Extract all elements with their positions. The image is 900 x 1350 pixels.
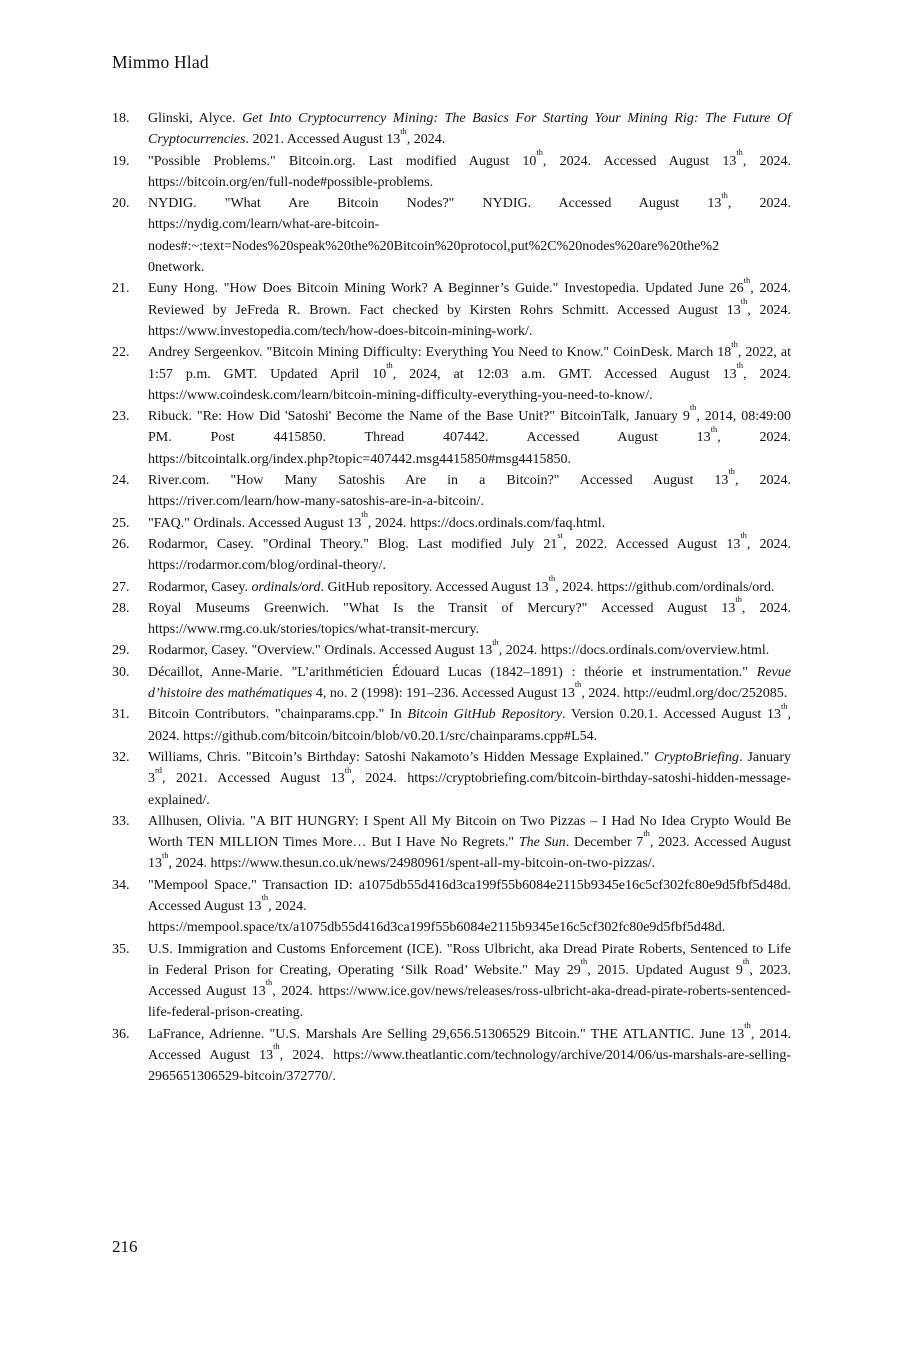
ordinal-superscript: th (361, 509, 368, 519)
ordinal-superscript: st (557, 531, 563, 541)
text-segment: , 2024. Accessed August 13 (542, 153, 737, 169)
ordinal-superscript: th (740, 531, 747, 541)
reference-text (148, 939, 791, 1024)
reference-item (112, 108, 791, 151)
italic-text-segment: CryptoBriefing (654, 749, 740, 765)
text-segment: , 2021. Accessed August 13 (161, 771, 345, 787)
ordinal-superscript: th (643, 829, 650, 839)
text-segment: , 2024. https://www.ice.gov/news/releases/ross-ulbricht-aka-dread-pirate-roberts-sentenced-life-federal-prison-creating. (148, 984, 791, 1021)
text-segment: LaFrance, Adrienne. "U.S. Marshals Are Selling 29,656.51306529 Bitcoin." THE ATLANTIC. June 13 (148, 1026, 745, 1042)
reference-number: 35. (112, 941, 130, 957)
reference-number: 21. (112, 281, 130, 297)
reference-item (112, 939, 791, 1024)
ordinal-superscript: th (548, 573, 556, 583)
text-segment: , 2024. (148, 707, 791, 744)
ordinal-superscript: th (736, 147, 743, 157)
url-text: https://bitcoin.org/en/full-node#possible-problems. (148, 174, 434, 190)
url-text: https://river.com/learn/how-many-satoshis-are-in-a-bitcoin/. (148, 494, 484, 510)
reference-text (148, 275, 791, 342)
reference-item (112, 339, 792, 406)
text-segment: "Mempool Space." Transaction ID: (148, 877, 359, 893)
italic-text-segment: ordinals/ord (251, 579, 321, 595)
reference-number: 30. (112, 664, 130, 680)
text-segment: , 2014. Accessed August 13 (148, 1026, 792, 1064)
italic-text-segment: Bitcoin GitHub Repository (407, 707, 563, 723)
reference-number: 19. (112, 153, 130, 169)
italic-text-segment: Revue d’histoire des mathématiques (148, 664, 791, 702)
reference-item (112, 662, 791, 705)
ordinal-superscript: th (580, 957, 588, 967)
reference-item (112, 701, 791, 747)
text-segment: Rodarmor, Casey. "Overview." Ordinals. Accessed August 13 (148, 643, 493, 659)
text-segment: Accessed August 13 (148, 898, 262, 914)
text-segment: "Possible Problems." Bitcoin.org. Last modified August 10 (148, 153, 537, 169)
text-segment: Bitcoin Contributors. "chainparams.cpp." In (148, 707, 408, 723)
text-segment: , 2024. (717, 430, 792, 446)
text-segment: , 2024. https://cryptobriefing.com/bitcoin-birthday-satoshi-hidden-message-explained/. (148, 771, 792, 808)
reference-text (148, 662, 791, 705)
reference-text (148, 467, 792, 513)
reference-number: 36. (112, 1026, 130, 1042)
url-text: https://mempool.space/tx/a1075db55d416d3ca199f55b6084e2115b9345e16c5cf302fc80e9d5fbf5d48d. (148, 920, 726, 936)
text-segment: , 2024. (743, 366, 792, 382)
text-segment: River.com. "How Many Satoshis Are in a Bitcoin?" Accessed August 13 (148, 473, 729, 489)
reference-text (148, 190, 792, 278)
ordinal-superscript: th (536, 147, 543, 157)
reference-number: 27. (112, 579, 130, 595)
reference-text (148, 747, 791, 811)
reference-number: 32. (112, 749, 130, 765)
text-segment: "FAQ." Ordinals. Accessed August 13 (148, 515, 362, 531)
reference-item (112, 875, 791, 939)
text-segment: Andrey Sergeenkov. "Bitcoin Mining Difficulty: Everything You Need to Know." CoinDesk. March 18 (148, 345, 732, 361)
reference-text (148, 595, 791, 641)
italic-text-segment: The Sun (518, 835, 566, 851)
text-segment: Euny Hong. "How Does Bitcoin Mining Work? A Beginner’s Guide." Investopedia. Updated June 26 (148, 281, 744, 297)
reference-item (112, 403, 792, 470)
reference-item (112, 147, 792, 194)
reference-item (112, 637, 791, 661)
text-segment: , 2024. https://www.thesun.co.uk/news/24980961/spent-all-my-bitcoin-on-two-pizzas/. (168, 856, 656, 872)
url-text: https://docs.ordinals.com/faq.html. (409, 515, 606, 531)
url-text: https://www.coindesk.com/learn/bitcoin-mining-difficulty-everything-you-need-to-know/. (148, 387, 653, 403)
ordinal-superscript: th (740, 296, 748, 306)
url-text: http://eudml.org/doc/252085. (623, 686, 788, 702)
reference-text (148, 1021, 792, 1088)
text-segment: , 2022, at 1:57 p.m. GMT. Updated April 10 (148, 345, 791, 382)
text-segment: , 2024. (555, 579, 598, 595)
text-segment: NYDIG. "What Are Bitcoin Nodes?" NYDIG. Accessed August 13 (148, 196, 722, 212)
reference-text (148, 403, 792, 470)
ordinal-superscript: rd (155, 765, 162, 775)
ordinal-superscript: th (736, 360, 744, 370)
text-segment: , 2024. (741, 600, 791, 616)
reference-item (112, 1021, 792, 1088)
text-segment: , 2024, at 12:03 a.m. GMT. Accessed August 13 (392, 366, 737, 382)
text-segment: , 2024. Reviewed by JeFreda R. Brown. Fact checked by Kirsten Rohrs Schmitt. Accessed August 13 (148, 281, 791, 318)
ordinal-superscript: th (710, 424, 718, 434)
text-segment: Décaillot, Anne-Marie. "L’arithméticien Édouard Lucas (1842–1891) : théorie et instrumentation." (148, 664, 757, 680)
text-segment: Ribuck. "Re: How Did 'Satoshi' Become the Name of the Base Unit?" BitcoinTalk, January 9 (148, 409, 690, 425)
url-text: https://github.com/ordinals/ord. (597, 579, 775, 595)
url-text: https://rodarmor.com/blog/ordinal-theory/. (148, 558, 386, 574)
ordinal-superscript: th (744, 1021, 751, 1031)
text-segment: , 2024. (746, 536, 792, 552)
text-segment: . Version 0.20.1. Accessed August 13 (562, 707, 781, 723)
ordinal-superscript: th (265, 978, 273, 988)
text-segment: , 2023. Accessed August 13 (148, 962, 792, 1000)
ordinal-superscript: th (731, 339, 738, 349)
ordinal-superscript: th (728, 467, 735, 477)
ordinal-superscript: th (574, 680, 582, 690)
reference-number: 26. (112, 536, 130, 552)
reference-text (148, 875, 791, 939)
reference-text (148, 811, 791, 875)
reference-text (148, 108, 791, 151)
reference-text (148, 509, 791, 534)
reference-number: 28. (112, 600, 130, 616)
text-segment: , 2023. Accessed August 13 (148, 835, 792, 872)
text-segment: 4, no. 2 (1998): 191–236. Accessed August 13 (312, 686, 575, 702)
url-text: https://github.com/bitcoin/bitcoin/blob/v0.20.1/src/chainparams.cpp#L54. (183, 728, 598, 744)
text-segment: , 2014, 08:49:00 PM. Post 4415850. Thread 407442. Accessed August 13 (148, 409, 791, 446)
text-segment: , 2024. (367, 515, 410, 531)
reference-number: 33. (112, 813, 130, 829)
text-segment: Rodarmor, Casey. "Ordinal Theory." Blog. Last modified July 21 (148, 536, 558, 552)
reference-number: 22. (112, 345, 130, 361)
ordinal-superscript: th (735, 595, 742, 605)
reference-number: 29. (112, 643, 130, 659)
text-segment: Glinski, Alyce. (148, 111, 243, 126)
reference-item (112, 531, 792, 577)
text-segment: , 2015. Updated August 9 (587, 962, 743, 978)
reference-text (148, 701, 791, 747)
text-segment: Williams, Chris. "Bitcoin’s Birthday: Satoshi Nakamoto’s Hidden Message Explained." (148, 749, 655, 765)
reference-item (112, 811, 791, 875)
text-segment: , 2024. (734, 473, 792, 489)
page-number: 216 (112, 1237, 138, 1256)
reference-item (112, 747, 791, 811)
ordinal-superscript: th (261, 893, 269, 903)
ordinal-superscript: th (721, 190, 728, 200)
reference-number: 25. (112, 515, 130, 531)
ordinal-superscript: th (400, 126, 407, 136)
url-text: https://docs.ordinals.com/overview.html. (540, 643, 770, 659)
reference-item (112, 275, 791, 342)
reference-text (148, 339, 792, 406)
ordinal-superscript: th (344, 765, 352, 775)
text-segment: , 2024. (581, 686, 624, 702)
text-segment: . 2021. Accessed August 13 (245, 132, 401, 148)
ordinal-superscript: th (742, 957, 750, 967)
url-text: https://www.investopedia.com/tech/how-does-bitcoin-mining-work/. (148, 323, 533, 339)
reference-item (112, 595, 791, 641)
reference-number: 31. (112, 707, 130, 723)
ordinal-superscript: th (743, 275, 751, 285)
references-list (112, 108, 791, 1088)
reference-item (112, 467, 792, 513)
ordinal-superscript: th (162, 850, 169, 860)
text-segment: , 2024. https://www.theatlantic.com/technology/archive/2014/06/us-marshals-are-selling-2965651306529-bitcoin/372770/. (148, 1048, 791, 1085)
url-text: a1075db55d416d3ca199f55b6084e2115b9345e16c5cf302fc80e9d5fbf5d48d. (358, 877, 791, 893)
text-segment: . January 3 (148, 749, 791, 787)
reference-item (112, 573, 791, 598)
text-segment: . GitHub repository. Accessed August 13 (320, 579, 549, 595)
reference-number: 18. (112, 111, 130, 126)
url-text: 0network. (148, 260, 205, 276)
reference-text (148, 573, 791, 598)
text-segment: , 2022. Accessed August 13 (562, 536, 741, 552)
reference-text (148, 147, 792, 194)
url-text: nodes#:~:text=Nodes%20speak%20the%20Bitcoin%20protocol,put%2C%20nodes%20are%20the%2 (148, 238, 720, 254)
text-segment: . December 7 (565, 835, 644, 851)
text-segment: Allhusen, Olivia. "A BIT HUNGRY: I Spent All My Bitcoin on Two Pizzas – I Had No Idea Crypto Would Be Worth TEN MILLION Times More… But I Have No Regrets." (148, 813, 791, 851)
text-segment: , 2024. (498, 643, 541, 659)
ordinal-superscript: th (492, 637, 499, 647)
url-text: https://www.rmg.co.uk/stories/topics/what-transit-mercury. (148, 622, 480, 638)
text-segment: , 2024. (406, 132, 446, 148)
text-segment: , 2024. (727, 196, 792, 212)
ordinal-superscript: th (273, 1042, 280, 1052)
italic-text-segment: Get Into Cryptocurrency Mining: The Basics For Starting Your Mining Rig: The Future Of Cryptocurrencies (148, 111, 791, 148)
ordinal-superscript: th (689, 403, 697, 413)
text-segment: Rodarmor, Casey. (148, 579, 252, 595)
text-segment: , 2024. (268, 898, 307, 914)
reference-item (112, 190, 792, 278)
text-segment: Royal Museums Greenwich. "What Is the Transit of Mercury?" Accessed August 13 (148, 600, 736, 616)
reference-number: 34. (112, 877, 130, 893)
ordinal-superscript: th (780, 701, 788, 711)
reference-number: 20. (112, 196, 130, 212)
text-segment: , 2024. (742, 153, 792, 169)
running-header: Mimmo Hlad (112, 52, 209, 72)
text-segment: , 2024. (747, 302, 791, 318)
reference-item (112, 509, 791, 534)
url-text: https://nydig.com/learn/what-are-bitcoin- (148, 217, 380, 233)
url-text: https://bitcointalk.org/index.php?topic=407442.msg4415850#msg4415850. (148, 451, 571, 467)
reference-number: 24. (112, 473, 130, 489)
ordinal-superscript: th (386, 360, 393, 370)
text-segment: U.S. Immigration and Customs Enforcement (ICE). "Ross Ulbricht, aka Dread Pirate Roberts, Sentenced to Life in Federal Prison for Creating, Operating ‘Silk Road’ Website." May 29 (148, 941, 791, 978)
reference-text (148, 637, 791, 661)
reference-number: 23. (112, 409, 130, 425)
reference-text (148, 531, 792, 577)
